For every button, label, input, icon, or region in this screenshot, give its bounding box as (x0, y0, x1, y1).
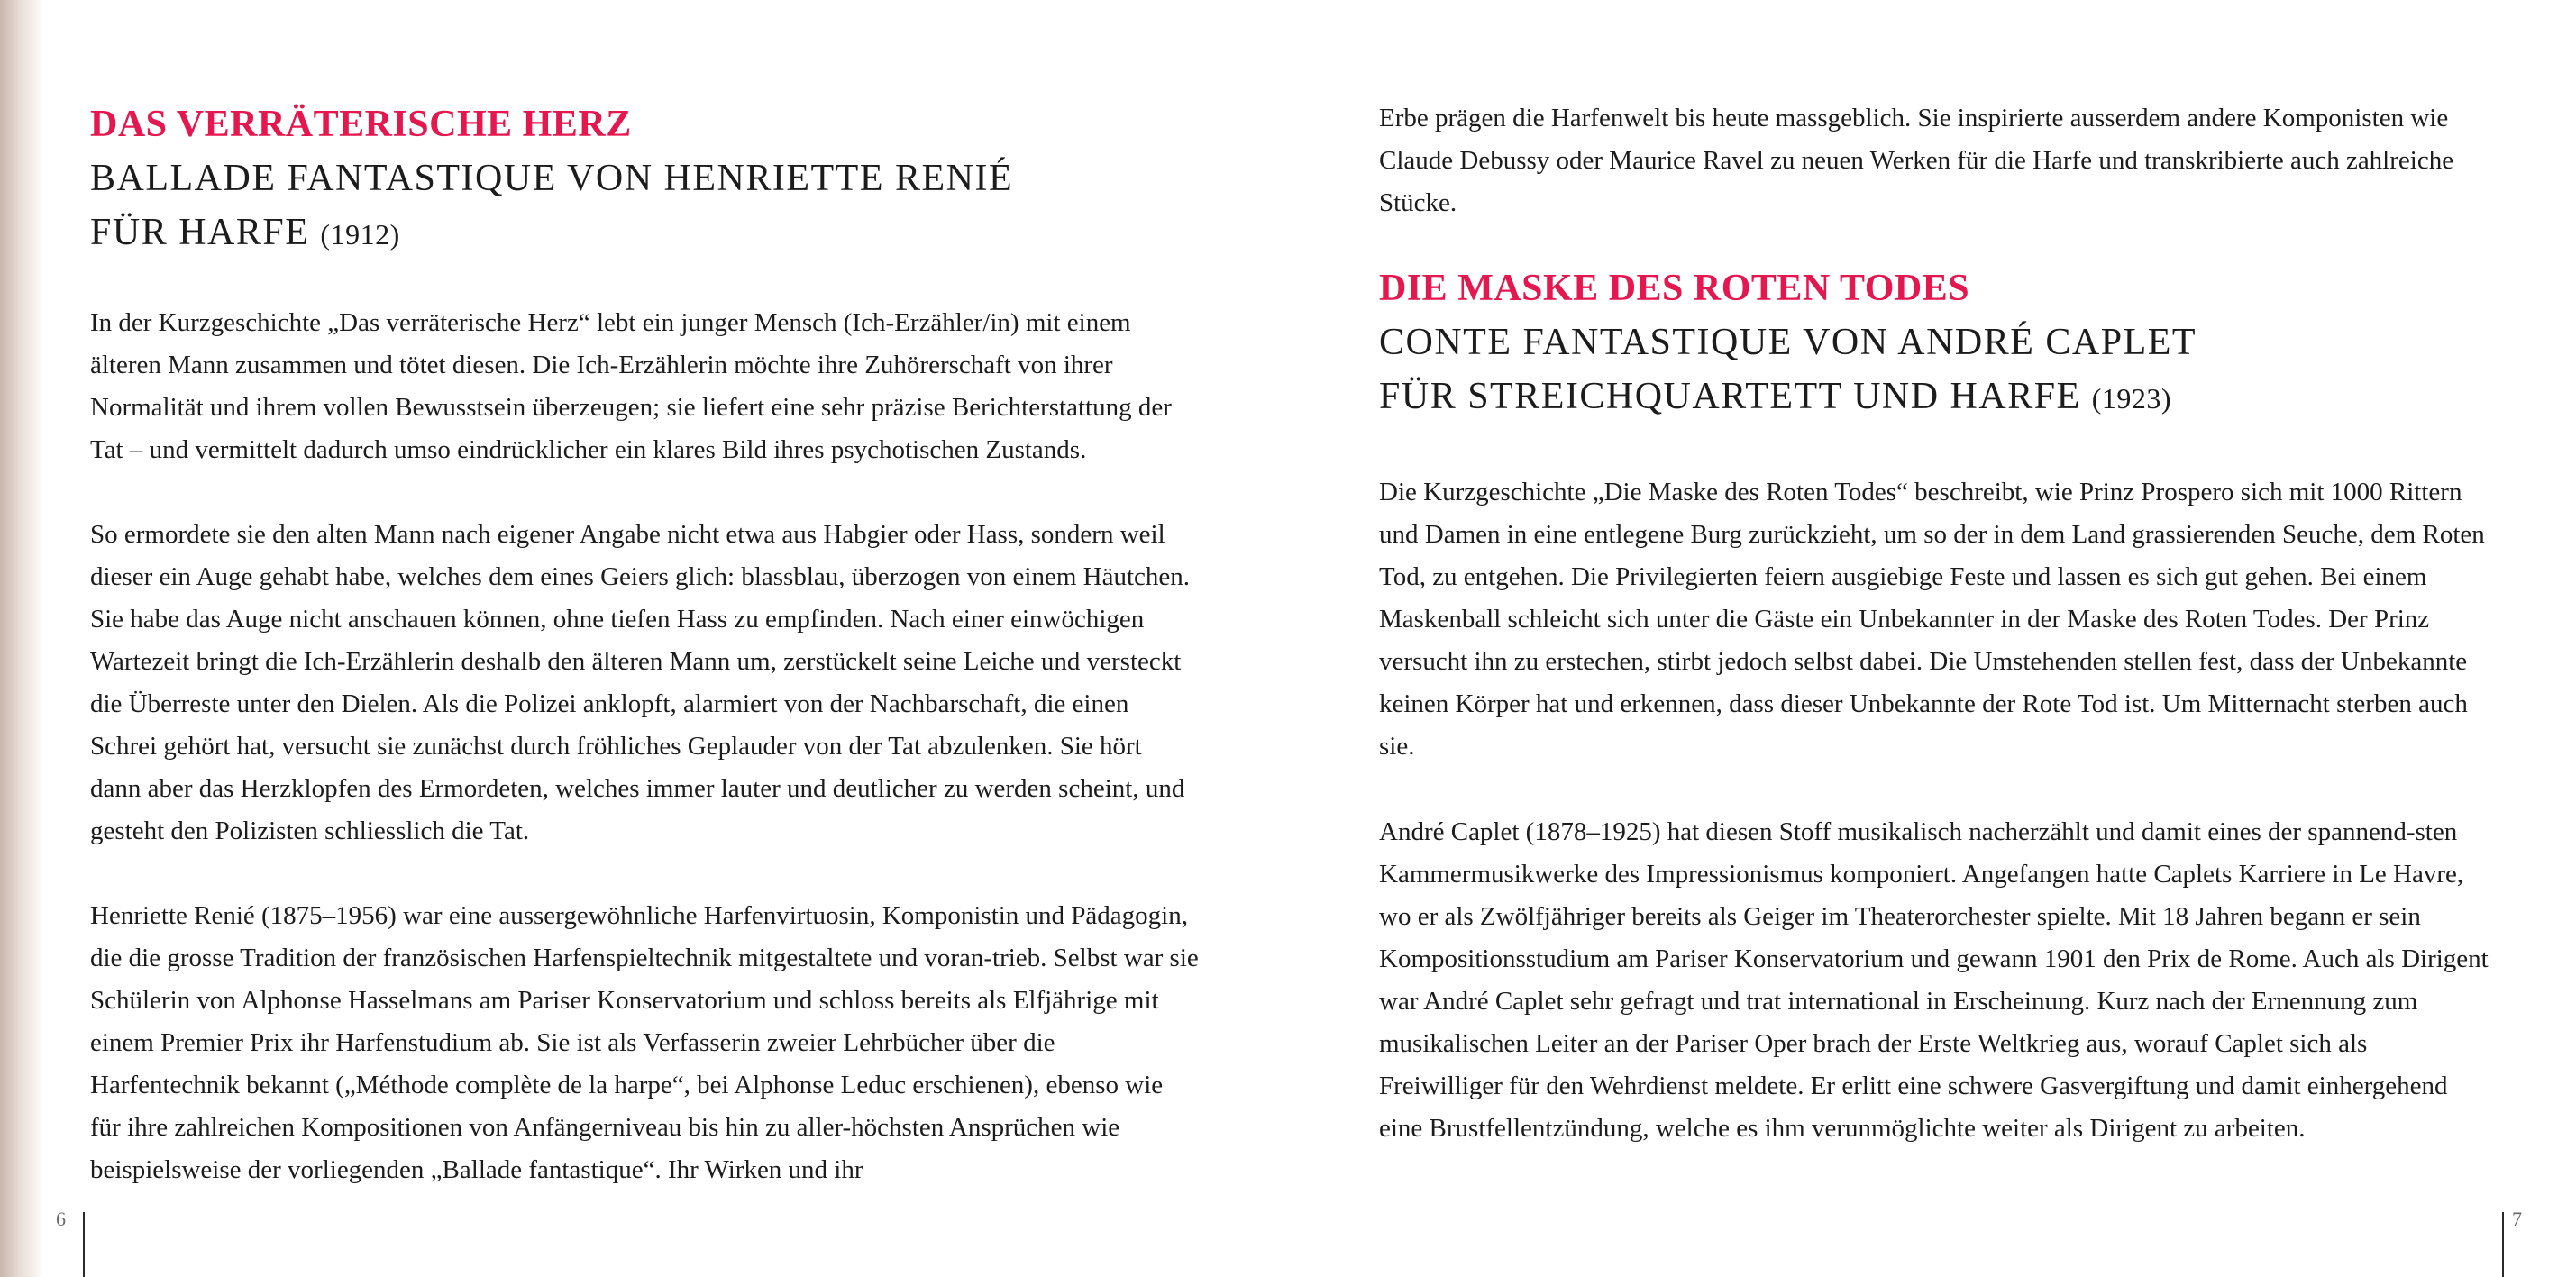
page-number-right: 7 (2512, 1208, 2522, 1230)
right-subtitle-line2 (1379, 369, 2197, 425)
left-page (90, 0, 1199, 1277)
left-paragraph-3: Henriette Renié (1875–1956) war eine aussergewöhnliche Harfenvirtuosin, Komponistin und Pädagogin, die die grosse Tradition der französischen Harfenspieltechnik mitgestaltete und voran-trieb. Selbst war sie Schülerin von Alphonse Hasselmans am Pariser Konservatorium und schloss bereits als Elfjährige mit einem Premier Prix ihr Harfenstudium ab. Sie ist als Verfasserin zweier Lehrbücher über die Harfentechnik bekannt („Méthode complète de la harpe“, bei Alphonse Leduc erschienen), ebenso wie für ihre zahlreichen Kompositionen von Anfängerniveau bis hin zu aller-höchsten Ansprüchen wie beispielsweise der vorliegenden „Ballade fantastique“. Ihr Wirken und ihr (90, 901, 1199, 1184)
left-subtitle-instrument: FÜR HARFE (90, 212, 310, 253)
right-continuation: Erbe prägen die Harfenwelt bis heute massgeblich. Sie inspirierte ausserdem andere Komponisten wie Claude Debussy oder Maurice Ravel zu neuen Werken für die Harfe und transkribierte auch zahlreiche Stücke. (1379, 104, 2454, 217)
left-title: DAS VERRÄTERISCHE HERZ (90, 104, 632, 145)
right-page (1379, 0, 2497, 1277)
left-year: (1912) (320, 218, 400, 251)
right-paragraph-2: André Caplet (1878–1925) hat diesen Stoff musikalisch nacherzählt und damit eines der spannend-sten Kammermusikwerke des Impressionismus komponiert. Angefangen hatte Caplets Karriere in Le Havre, wo er als Zwölfjähriger bereits als Geiger im Theaterorchester spielte. Mit 18 Jahren begann er sein Kompositionsstudium am Pariser Konservatorium und gewann 1901 den Prix de Rome. Auch als Dirigent war André Caplet sehr gefragt und trat international in Erscheinung. Kurz nach der Ernennung zum musikalischen Leiter an der Pariser Oper brach der Erste Weltkrieg aus, worauf Caplet sich als Freiwilliger für den Wehrdienst meldete. Er erlitt eine schwere Gasvergiftung und damit einhergehend eine Brustfellentzündung, welche es ihm verunmöglichte weiter als Dirigent zu arbeiten. (1379, 817, 2489, 1143)
page-rule-left (83, 1212, 85, 1277)
left-subtitle-line1: BALLADE FANTASTIQUE VON HENRIETTE RENIÉ (90, 158, 1014, 199)
right-paragraph-1: Die Kurzgeschichte „Die Maske des Roten Todes“ beschreibt, wie Prinz Prospero sich mit 1000 Rittern und Damen in eine entlegene Burg zurückzieht, um so der in dem Land grassierenden Seuche, dem Roten Tod, zu entgehen. Die Privilegierten feiern ausgiebige Feste und lassen es sich gut gehen. Bei einem Maskenball schleicht sich unter die Gäste ein Unbekannter in der Maske des Roten Todes. Der Prinz versucht ihn zu erstechen, stirbt jedoch selbst dabei. Die Umstehenden stellen fest, dass der Unbekannte keinen Körper hat und erkennen, dass dieser Unbekannte der Rote Tod ist. Um Mitternacht sterben auch sie. (1379, 478, 2485, 761)
left-paragraph-2: So ermordete sie den alten Mann nach eigener Angabe nicht etwa aus Habgier oder Hass, sondern weil dieser ein Auge gehabt habe, welches dem eines Geiers glich: blassblau, überzogen von einem Häutchen. Sie habe das Auge nicht anschauen können, ohne tiefen Hass zu empfinden. Nach einer einwöchigen Wartezeit bringt die Ich-Erzählerin deshalb den älteren Mann um, zerstückelt seine Leiche und versteckt die Überreste unter den Dielen. Als die Polizei anklopft, alarmiert von der Nachbarschaft, die einen Schrei gehört hat, versucht sie zunächst durch fröhliches Geplauder von der Tat abzulenken. Sie hört dann aber das Herzklopfen des Ermordeten, welches immer lauter und deutlicher zu werden scheint, und gesteht den Polizisten schliesslich die Tat. (90, 520, 1190, 845)
right-year: (1923) (2091, 382, 2172, 415)
page-number-left: 6 (56, 1208, 66, 1230)
right-subtitle-line1: CONTE FANTASTIQUE VON ANDRÉ CAPLET (1379, 322, 2197, 363)
book-spine-shadow (0, 0, 43, 1277)
page-rule-right (2502, 1212, 2504, 1277)
right-title: DIE MASKE DES ROTEN TODES (1379, 268, 1970, 309)
right-subtitle-instrumentation: FÜR STREICHQUARTETT UND HARFE (1379, 376, 2081, 417)
left-paragraph-1: In der Kurzgeschichte „Das verräterische Herz“ lebt ein junger Mensch (Ich-Erzähler/in) mit einem älteren Mann zusammen und tötet diesen. Die Ich-Erzählerin möchte ihre Zuhörerschaft von ihrer Normalität und ihrem vollen Bewusstsein überzeugen; sie liefert eine sehr präzise Berichterstattung der Tat – und vermittelt dadurch umso eindrücklicher ein klares Bild ihres psychotischen Zustands. (90, 308, 1172, 464)
left-subtitle-line2 (90, 205, 1013, 261)
